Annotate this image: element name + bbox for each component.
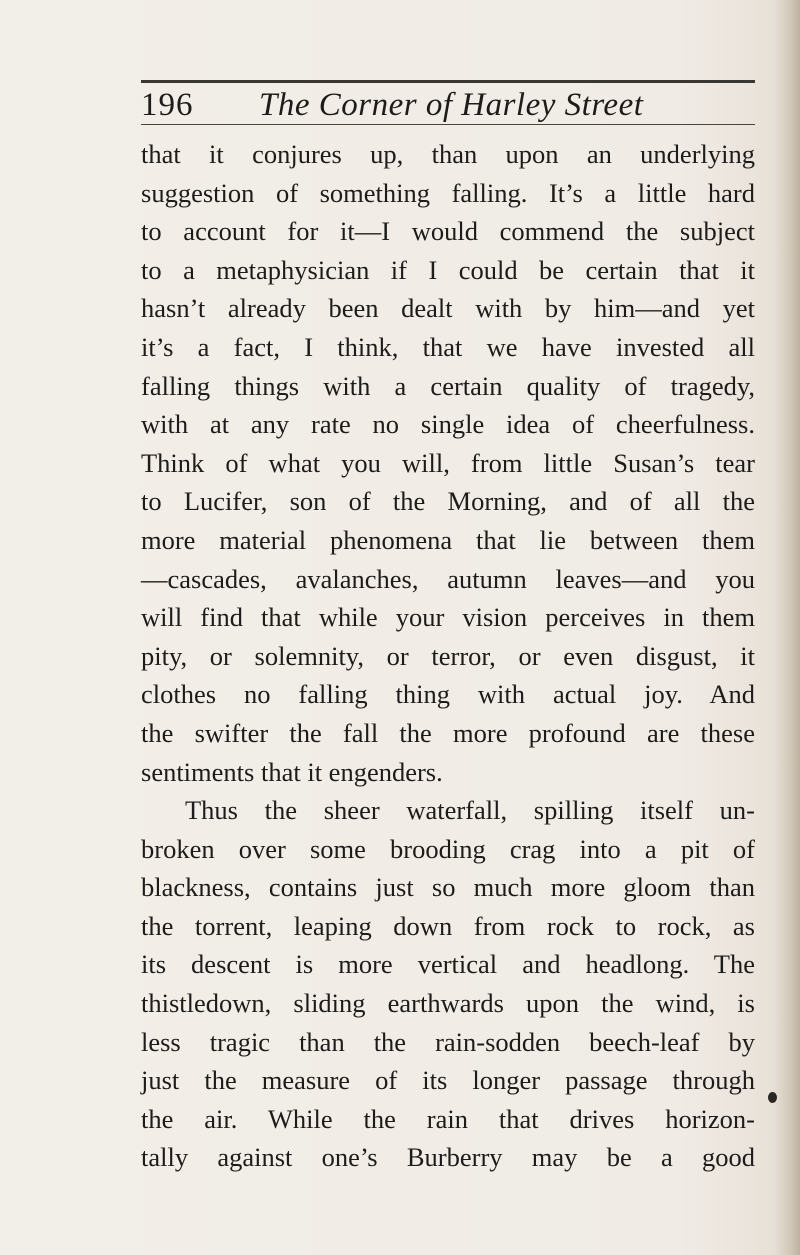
text-line: it’s a fact, I think, that we have invested all (141, 331, 755, 362)
text-line: will find that while your vision perceives in them (141, 602, 755, 633)
text-line: just the measure of its longer passage through (141, 1065, 755, 1096)
text-line: to a metaphysician if I could be certain that it (141, 254, 755, 285)
text-line: its descent is more vertical and headlong. The (141, 949, 755, 980)
text-line: that it conjures up, than upon an underlying (141, 139, 755, 169)
text-line: falling things with a certain quality of tragedy, (141, 370, 755, 401)
text-line: the swifter the fall the more profound are these (141, 717, 755, 748)
running-title: The Corner of Harley Street (259, 87, 644, 123)
text-line: the air. While the rain that drives horizon- (141, 1103, 755, 1134)
text-line: to Lucifer, son of the Morning, and of all the (141, 486, 755, 517)
header-rule-top (141, 80, 755, 83)
running-head (141, 86, 755, 124)
text-line: hasn’t already been dealt with by him—and yet (141, 293, 755, 324)
text-line: more material phenomena that lie between them (141, 524, 755, 555)
text-line: pity, or solemnity, or terror, or even disgust, it (141, 640, 755, 671)
body-text (141, 135, 755, 1177)
text-line: tally against one’s Burberry may be a good (141, 1142, 755, 1173)
text-line-paragraph-start: Thus the sheer waterfall, spilling itself un- (185, 795, 755, 826)
page-number: 196 (141, 87, 194, 123)
text-line: thistledown, sliding earthwards upon the wind, is (141, 988, 755, 1019)
text-line: Think of what you will, from little Susan’s tear (141, 447, 755, 478)
text-line: suggestion of something falling. It’s a little hard (141, 177, 755, 208)
text-line-paragraph-end: sentiments that it engenders. (141, 756, 443, 787)
text-line: less tragic than the rain-sodden beech-leaf by (141, 1026, 755, 1057)
text-line: —cascades, avalanches, autumn leaves—and you (141, 563, 755, 594)
text-line: to account for it—I would commend the subject (141, 216, 755, 247)
text-line: blackness, contains just so much more gloom than (141, 872, 755, 903)
text-line: clothes no falling thing with actual joy. And (141, 679, 755, 710)
ink-spot-mark (768, 1092, 777, 1103)
header-rule-bottom (141, 124, 755, 125)
text-line: the torrent, leaping down from rock to rock, as (141, 910, 755, 941)
text-line: broken over some brooding crag into a pit of (141, 833, 755, 864)
text-line: with at any rate no single idea of cheerfulness. (141, 409, 755, 440)
page-edge-shadow (774, 0, 800, 1255)
